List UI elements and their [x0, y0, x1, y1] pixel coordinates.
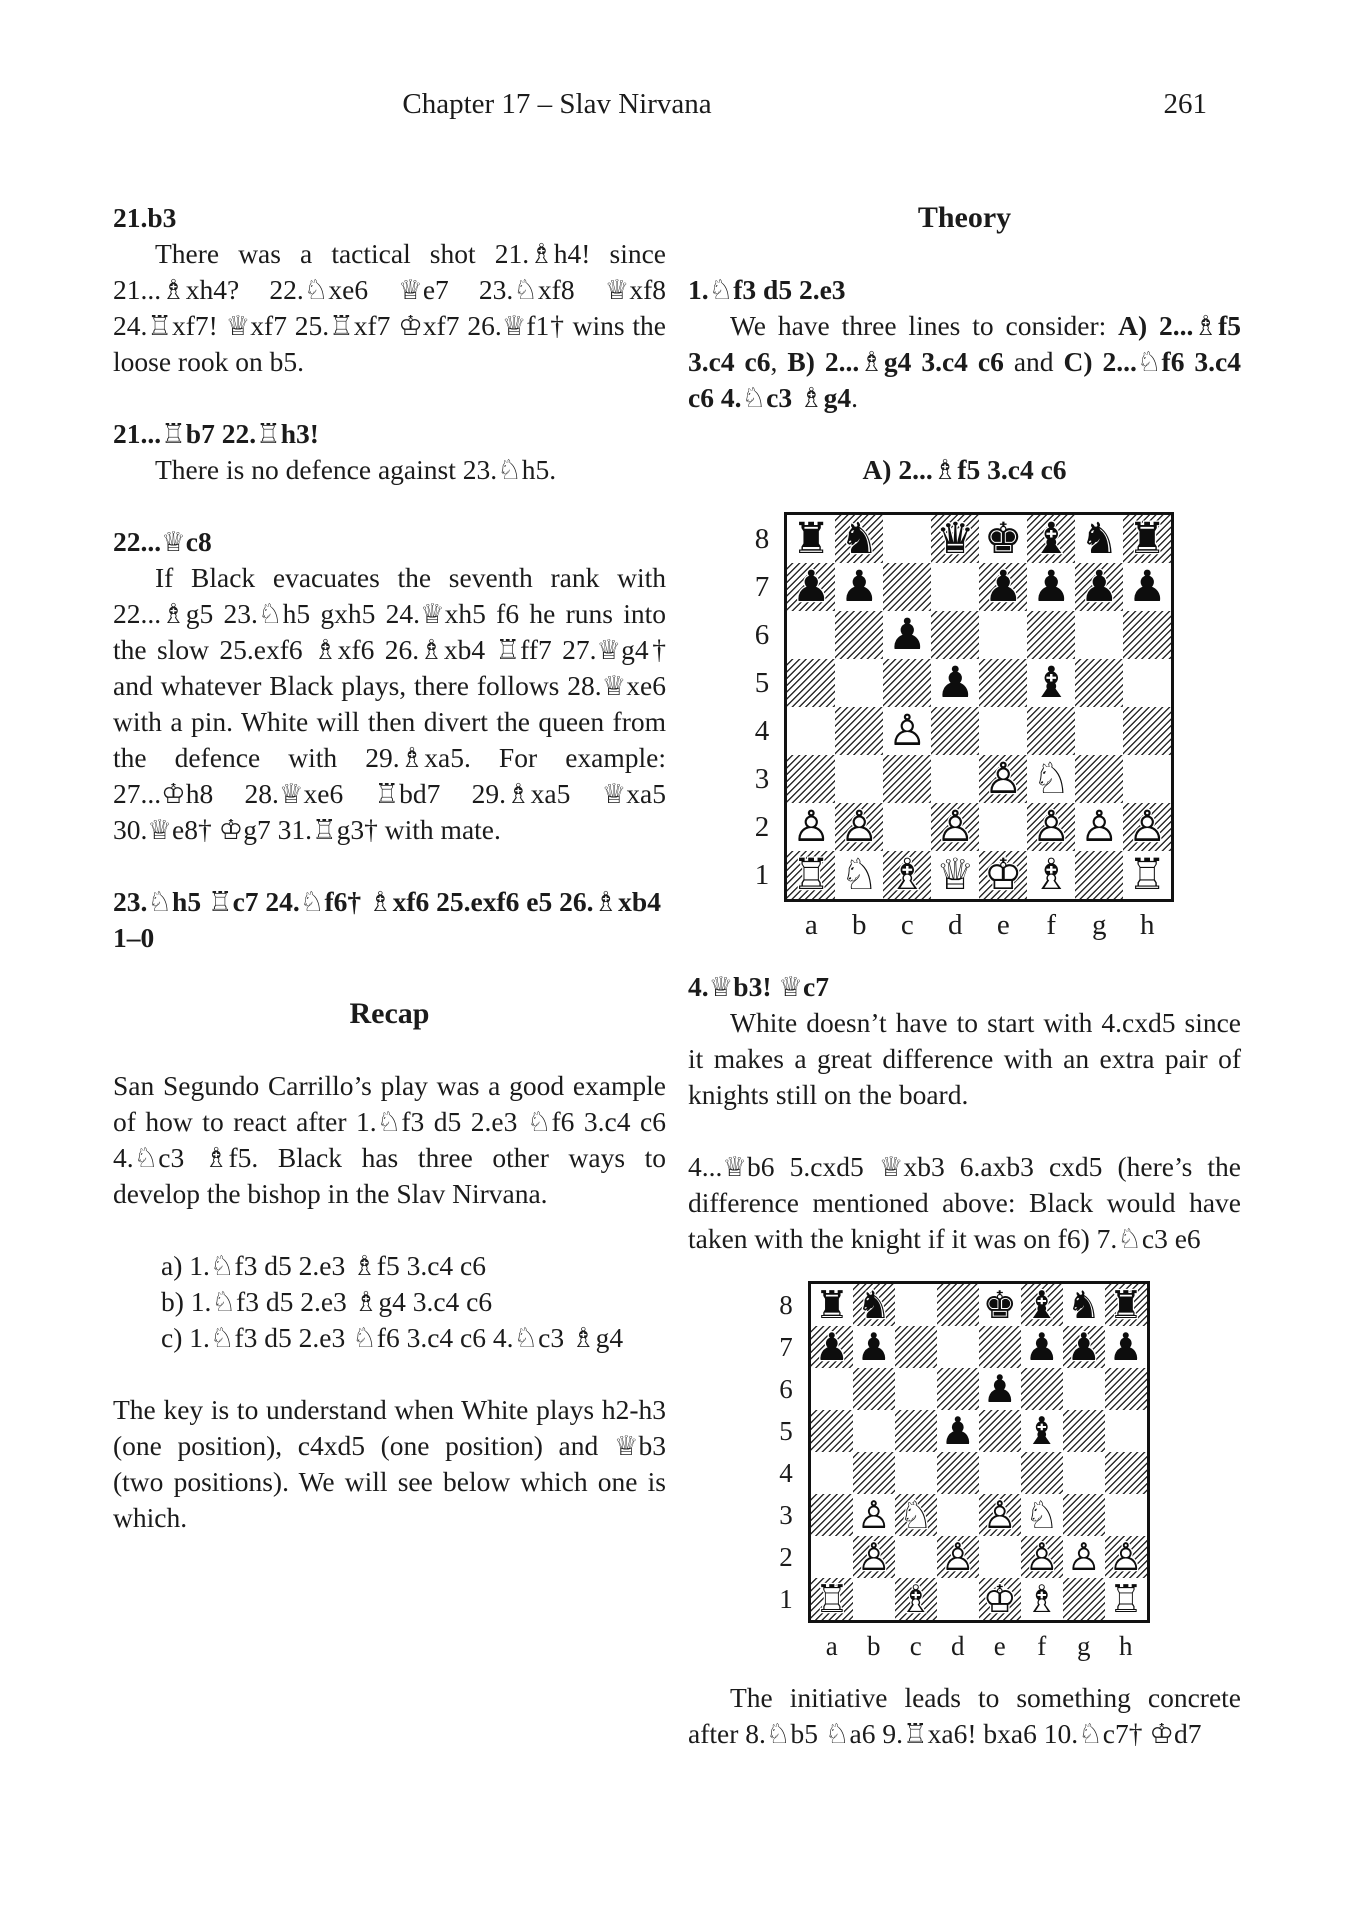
board-square: [931, 755, 979, 803]
chess-piece: [1021, 1410, 1063, 1452]
board-square: [979, 707, 1027, 755]
chess-piece: [1021, 1284, 1063, 1326]
board-square: [1075, 563, 1123, 611]
board-square: [853, 1536, 895, 1578]
chess-piece: [1027, 803, 1075, 851]
chess-piece: [1021, 1494, 1063, 1536]
variation-line-b: b) 1.♘f3 d5 2.e3 ♗g4 3.c4 c6: [161, 1286, 493, 1317]
chess-piece: [895, 1578, 937, 1620]
file-label: g: [1077, 1631, 1091, 1661]
file-label: e: [993, 1631, 1006, 1661]
board-square: [979, 611, 1027, 659]
board-square: [1021, 1536, 1063, 1578]
chess-piece: [1105, 1578, 1147, 1620]
board-square: [853, 1452, 895, 1494]
file-label: h: [1119, 1631, 1133, 1661]
theory-heading: Theory: [917, 201, 1012, 234]
board-square: [979, 1368, 1021, 1410]
chess-piece: [1021, 1578, 1063, 1620]
chess-piece: [1123, 851, 1171, 899]
chess-piece: [853, 1326, 895, 1368]
chess-piece: [979, 755, 1027, 803]
file-label: h: [1140, 909, 1155, 941]
file-label: g: [1092, 909, 1107, 941]
chess-piece: [1075, 563, 1123, 611]
rank-label: 6: [779, 1374, 793, 1404]
file-label: f: [1046, 909, 1057, 941]
board-square: [979, 1494, 1021, 1536]
chess-piece: [1063, 1536, 1105, 1578]
chess-piece: [853, 1494, 895, 1536]
chess-piece: [1123, 563, 1171, 611]
board-square: [931, 803, 979, 851]
chess-piece: [979, 515, 1027, 563]
board-square: [1021, 1284, 1063, 1326]
chess-piece: [787, 563, 835, 611]
chess-board: [784, 512, 1174, 902]
intro-sep-2: and: [1003, 346, 1064, 377]
board-square: [1027, 515, 1075, 563]
chess-piece: [835, 515, 883, 563]
file-label: c: [900, 909, 914, 941]
rank-label: 5: [754, 667, 770, 699]
chess-piece: [1123, 515, 1171, 563]
board-square: [937, 1284, 979, 1326]
move-heading-1nf3: 1.♘f3 d5 2.e3: [688, 274, 846, 305]
board-square: [1123, 563, 1171, 611]
line-c-label: C) 2...♘f6 3.c4 c6 4.♘c3 ♗g4: [688, 346, 1241, 413]
board-square: [937, 1452, 979, 1494]
board-square: [883, 851, 931, 899]
running-head: [113, 88, 1241, 130]
chess-piece: [1075, 803, 1123, 851]
board-square: [979, 515, 1027, 563]
paragraph-initiative: The initiative leads to something concrete after 8.♘b5 ♘a6 9.♖xa6! bxa6 10.♘c7† ♔d7: [688, 1682, 1241, 1749]
file-labels: [784, 907, 1174, 943]
page-number: 261: [1163, 88, 1207, 120]
board-square: [811, 1326, 853, 1368]
chess-piece: [835, 803, 883, 851]
board-square: [1105, 1326, 1147, 1368]
chess-piece: [937, 1410, 979, 1452]
board-square: [1063, 1494, 1105, 1536]
two-column-layout: [113, 200, 1241, 1752]
board-square: [979, 1536, 1021, 1578]
board-square: [979, 1284, 1021, 1326]
rank-labels: [755, 512, 785, 902]
board-square: [937, 1536, 979, 1578]
chess-piece: [979, 851, 1027, 899]
board-square: [811, 1284, 853, 1326]
board-square: [1021, 1368, 1063, 1410]
chess-piece: [1021, 1326, 1063, 1368]
chess-piece: [979, 1284, 1021, 1326]
chess-piece: [937, 1536, 979, 1578]
paragraph-recap: San Segundo Carrillo’s play was a good example of how to react after 1.♘f3 d5 2.e3 ♘f6 3.c4 c6 4.♘c3 ♗f5. Black has three other ways to develop the bishop in the Slav Nirvana.: [113, 1070, 666, 1209]
board-square: [1105, 1452, 1147, 1494]
board-square: [979, 755, 1027, 803]
paragraph-evacuates: If Black evacuates the seventh rank with 22...♗g5 23.♘h5 gxh5 24.♕xh5 f6 he runs into the slow 25.exf6 ♗xf6 26.♗xb4 ♖ff7 27.♕g4† and whatever Black plays, there follows 28.♕xe6 with a pin. White will then divert the queen from the defence with 29.♗xa5. For example: 27...♔h8 28.♕xe6 ♖bd7 29.♗xa5 ♕xa5 30.♕e8† ♔g7 31.♖g3† with mate.: [113, 562, 666, 845]
rank-label: 2: [779, 1542, 793, 1572]
board-square: [1063, 1536, 1105, 1578]
board-square: [1123, 803, 1171, 851]
board-square: [835, 803, 883, 851]
chess-piece: [811, 1326, 853, 1368]
chess-piece: [1075, 515, 1123, 563]
board-square: [835, 659, 883, 707]
file-label: a: [804, 909, 818, 941]
board-square: [811, 1410, 853, 1452]
chess-piece: [1063, 1326, 1105, 1368]
board-square: [979, 1410, 1021, 1452]
chess-piece: [979, 1578, 1021, 1620]
chess-piece: [979, 563, 1027, 611]
board-square: [937, 1578, 979, 1620]
board-square: [1075, 707, 1123, 755]
file-label: f: [1037, 1631, 1047, 1661]
board-square: [1075, 803, 1123, 851]
board-square: [931, 515, 979, 563]
chess-piece: [931, 803, 979, 851]
board-square: [835, 515, 883, 563]
board-square: [1075, 515, 1123, 563]
board-square: [1021, 1326, 1063, 1368]
chess-piece: [787, 515, 835, 563]
board-square: [895, 1410, 937, 1452]
board-square: [937, 1326, 979, 1368]
chess-piece: [1027, 563, 1075, 611]
board-square: [979, 803, 1027, 851]
board-square: [835, 755, 883, 803]
chess-piece: [979, 1368, 1021, 1410]
board-square: [1027, 755, 1075, 803]
board-square: [853, 1326, 895, 1368]
board-square: [835, 707, 883, 755]
board-square: [937, 1410, 979, 1452]
board-square: [787, 659, 835, 707]
board-square: [1075, 851, 1123, 899]
board-square: [883, 707, 931, 755]
board-square: [853, 1368, 895, 1410]
move-heading-21b3: 21.b3: [113, 202, 177, 233]
board-square: [931, 707, 979, 755]
chess-piece: [1105, 1284, 1147, 1326]
board-square: [883, 659, 931, 707]
board-square: [895, 1578, 937, 1620]
board-square: [1027, 563, 1075, 611]
board-square: [1123, 611, 1171, 659]
paragraph-no-defence: There is no defence against 23.♘h5.: [155, 454, 557, 485]
paragraph-tactical-shot: There was a tactical shot 21.♗h4! since 21...♗xh4? 22.♘xe6 ♕e7 23.♘xf8 ♕xf8 24.♖xf7! ♕xf7 25.♖xf7 ♔xf7 26.♕f1† wins the loose rook on b5.: [113, 238, 666, 377]
chess-piece: [895, 1494, 937, 1536]
board-square: [1123, 755, 1171, 803]
chess-piece: [811, 1284, 853, 1326]
board-square: [931, 563, 979, 611]
board-square: [1063, 1326, 1105, 1368]
board-square: [1123, 707, 1171, 755]
board-square: [1021, 1452, 1063, 1494]
variation-list: [113, 1248, 666, 1356]
board-square: [787, 611, 835, 659]
rank-label: 3: [754, 763, 770, 795]
chess-piece: [1027, 851, 1075, 899]
rank-label: 6: [754, 619, 770, 651]
board-square: [1063, 1452, 1105, 1494]
board-square: [835, 851, 883, 899]
move-heading-4qb3: 4.♕b3! ♕c7: [688, 971, 829, 1002]
rank-label: 8: [779, 1290, 793, 1320]
board-square: [895, 1452, 937, 1494]
board-square: [1123, 851, 1171, 899]
board-square: [1021, 1494, 1063, 1536]
chess-piece: [835, 851, 883, 899]
board-square: [811, 1578, 853, 1620]
board-square: [787, 803, 835, 851]
rank-label: 4: [754, 715, 770, 747]
board-square: [979, 1326, 1021, 1368]
board-square: [1075, 611, 1123, 659]
paragraph-variation: 4...♕b6 5.cxd5 ♕xb3 6.axb3 cxd5 (here’s the difference mentioned above: Black would have taken with the knight if it was on f6) 7.♘c3 e6: [688, 1151, 1241, 1254]
chess-piece: [883, 707, 931, 755]
board-square: [1105, 1494, 1147, 1536]
board-square: [787, 563, 835, 611]
board-square: [1105, 1368, 1147, 1410]
variation-line-a: a) 1.♘f3 d5 2.e3 ♗f5 3.c4 c6: [161, 1250, 486, 1281]
board-square: [1105, 1578, 1147, 1620]
left-column: [113, 200, 666, 1752]
chess-piece: [1027, 515, 1075, 563]
board-square: [895, 1368, 937, 1410]
file-label: c: [909, 1631, 922, 1661]
board-square: [1021, 1578, 1063, 1620]
board-square: [811, 1494, 853, 1536]
paragraph-doesnt-have: White doesn’t have to start with 4.cxd5 since it makes a great difference with an extra pair of knights still on the board.: [688, 1007, 1241, 1110]
board-square: [1105, 1284, 1147, 1326]
board-square: [979, 851, 1027, 899]
file-labels: [808, 1628, 1150, 1664]
board-square: [979, 659, 1027, 707]
chess-piece: [931, 659, 979, 707]
board-square: [835, 611, 883, 659]
board-square: [883, 755, 931, 803]
board-square: [1075, 659, 1123, 707]
board-square: [853, 1410, 895, 1452]
board-square: [811, 1368, 853, 1410]
move-heading-22qc8: 22...♕c8: [113, 526, 212, 557]
move-heading-21rb7: 21...♖b7 22.♖h3!: [113, 418, 319, 449]
board-square: [853, 1284, 895, 1326]
chess-piece: [787, 851, 835, 899]
rank-labels: [779, 1281, 808, 1623]
chess-piece: [979, 1494, 1021, 1536]
board-square: [1105, 1410, 1147, 1452]
chess-piece: [1021, 1536, 1063, 1578]
board-square: [811, 1536, 853, 1578]
recap-heading: Recap: [349, 997, 430, 1030]
board-square: [853, 1494, 895, 1536]
rank-label: 2: [754, 811, 770, 843]
rank-label: 1: [779, 1584, 793, 1614]
chess-piece: [931, 851, 979, 899]
rank-label: 4: [779, 1458, 793, 1488]
game-result: 1–0: [113, 922, 155, 953]
board-square: [931, 659, 979, 707]
line-b-label: B) 2...♗g4 3.c4 c6: [787, 346, 1004, 377]
board-square: [895, 1536, 937, 1578]
board-square: [1123, 515, 1171, 563]
diagram-corner: [755, 907, 785, 943]
move-heading-final-moves: 23.♘h5 ♖c7 24.♘f6† ♗xf6 25.exf6 e5 26.♗xb4: [113, 886, 661, 917]
right-column: [688, 200, 1241, 1752]
board-square: [1027, 707, 1075, 755]
file-label: d: [951, 1631, 965, 1661]
chess-piece: [811, 1578, 853, 1620]
board-square: [1063, 1410, 1105, 1452]
board-square: [883, 611, 931, 659]
board-square: [1027, 851, 1075, 899]
file-label: e: [996, 909, 1010, 941]
rank-label: 5: [779, 1416, 793, 1446]
board-square: [979, 1578, 1021, 1620]
board-square: [1075, 755, 1123, 803]
chess-piece: [883, 611, 931, 659]
board-square: [931, 851, 979, 899]
file-label: a: [825, 1631, 838, 1661]
board-square: [979, 1452, 1021, 1494]
variation-line-c: c) 1.♘f3 d5 2.e3 ♘f6 3.c4 c6 4.♘c3 ♗g4: [161, 1322, 624, 1353]
intro-period: .: [851, 382, 858, 413]
rank-label: 7: [754, 571, 770, 603]
chess-piece: [835, 563, 883, 611]
board-square: [937, 1368, 979, 1410]
board-square: [853, 1578, 895, 1620]
board-square: [1027, 803, 1075, 851]
rank-label: 1: [754, 859, 770, 891]
chess-piece: [1105, 1536, 1147, 1578]
line-a-label: A) 2...♗f5 3.c4 c6: [688, 310, 1241, 377]
paragraph-key: The key is to understand when White plays h2-h3 (one position), c4xd5 (one position) and ♕b3 (two positions). We will see below which one is which.: [113, 1394, 666, 1533]
chess-piece: [853, 1284, 895, 1326]
board-square: [1063, 1578, 1105, 1620]
board-square: [1027, 659, 1075, 707]
intro-sep-1: ,: [770, 346, 788, 377]
board-square: [895, 1494, 937, 1536]
board-square: [1063, 1284, 1105, 1326]
file-label: b: [852, 909, 867, 941]
board-square: [787, 755, 835, 803]
board-square: [895, 1326, 937, 1368]
chess-piece: [787, 803, 835, 851]
chess-piece: [931, 515, 979, 563]
paragraph-three-lines: [688, 308, 1241, 416]
board-square: [787, 515, 835, 563]
board-square: [1063, 1368, 1105, 1410]
chess-board: [808, 1281, 1150, 1623]
intro-text: We have three lines to consider:: [730, 310, 1119, 341]
chess-piece: [853, 1536, 895, 1578]
board-square: [937, 1494, 979, 1536]
board-square: [1027, 611, 1075, 659]
board-square: [895, 1284, 937, 1326]
line-a-heading: A) 2...♗f5 3.c4 c6: [862, 454, 1067, 485]
chess-piece: [1123, 803, 1171, 851]
rank-label: 3: [779, 1500, 793, 1530]
chess-piece: [1027, 755, 1075, 803]
board-square: [1105, 1536, 1147, 1578]
chess-piece: [1063, 1284, 1105, 1326]
file-label: d: [948, 909, 963, 941]
diagram-corner: [779, 1628, 808, 1664]
chess-piece: [1027, 659, 1075, 707]
rank-label: 8: [754, 523, 770, 555]
chess-diagram-1: [688, 512, 1241, 943]
board-square: [787, 851, 835, 899]
board-square: [1123, 659, 1171, 707]
file-label: b: [867, 1631, 881, 1661]
board-square: [835, 563, 883, 611]
chapter-title: Chapter 17 – Slav Nirvana: [402, 88, 712, 120]
board-square: [883, 515, 931, 563]
rank-label: 7: [779, 1332, 793, 1362]
board-square: [811, 1452, 853, 1494]
chess-diagram-2: [688, 1281, 1241, 1664]
board-square: [787, 707, 835, 755]
chess-piece: [883, 851, 931, 899]
chess-piece: [1105, 1326, 1147, 1368]
board-square: [931, 611, 979, 659]
board-square: [883, 563, 931, 611]
board-square: [883, 803, 931, 851]
board-square: [1021, 1410, 1063, 1452]
board-square: [979, 563, 1027, 611]
